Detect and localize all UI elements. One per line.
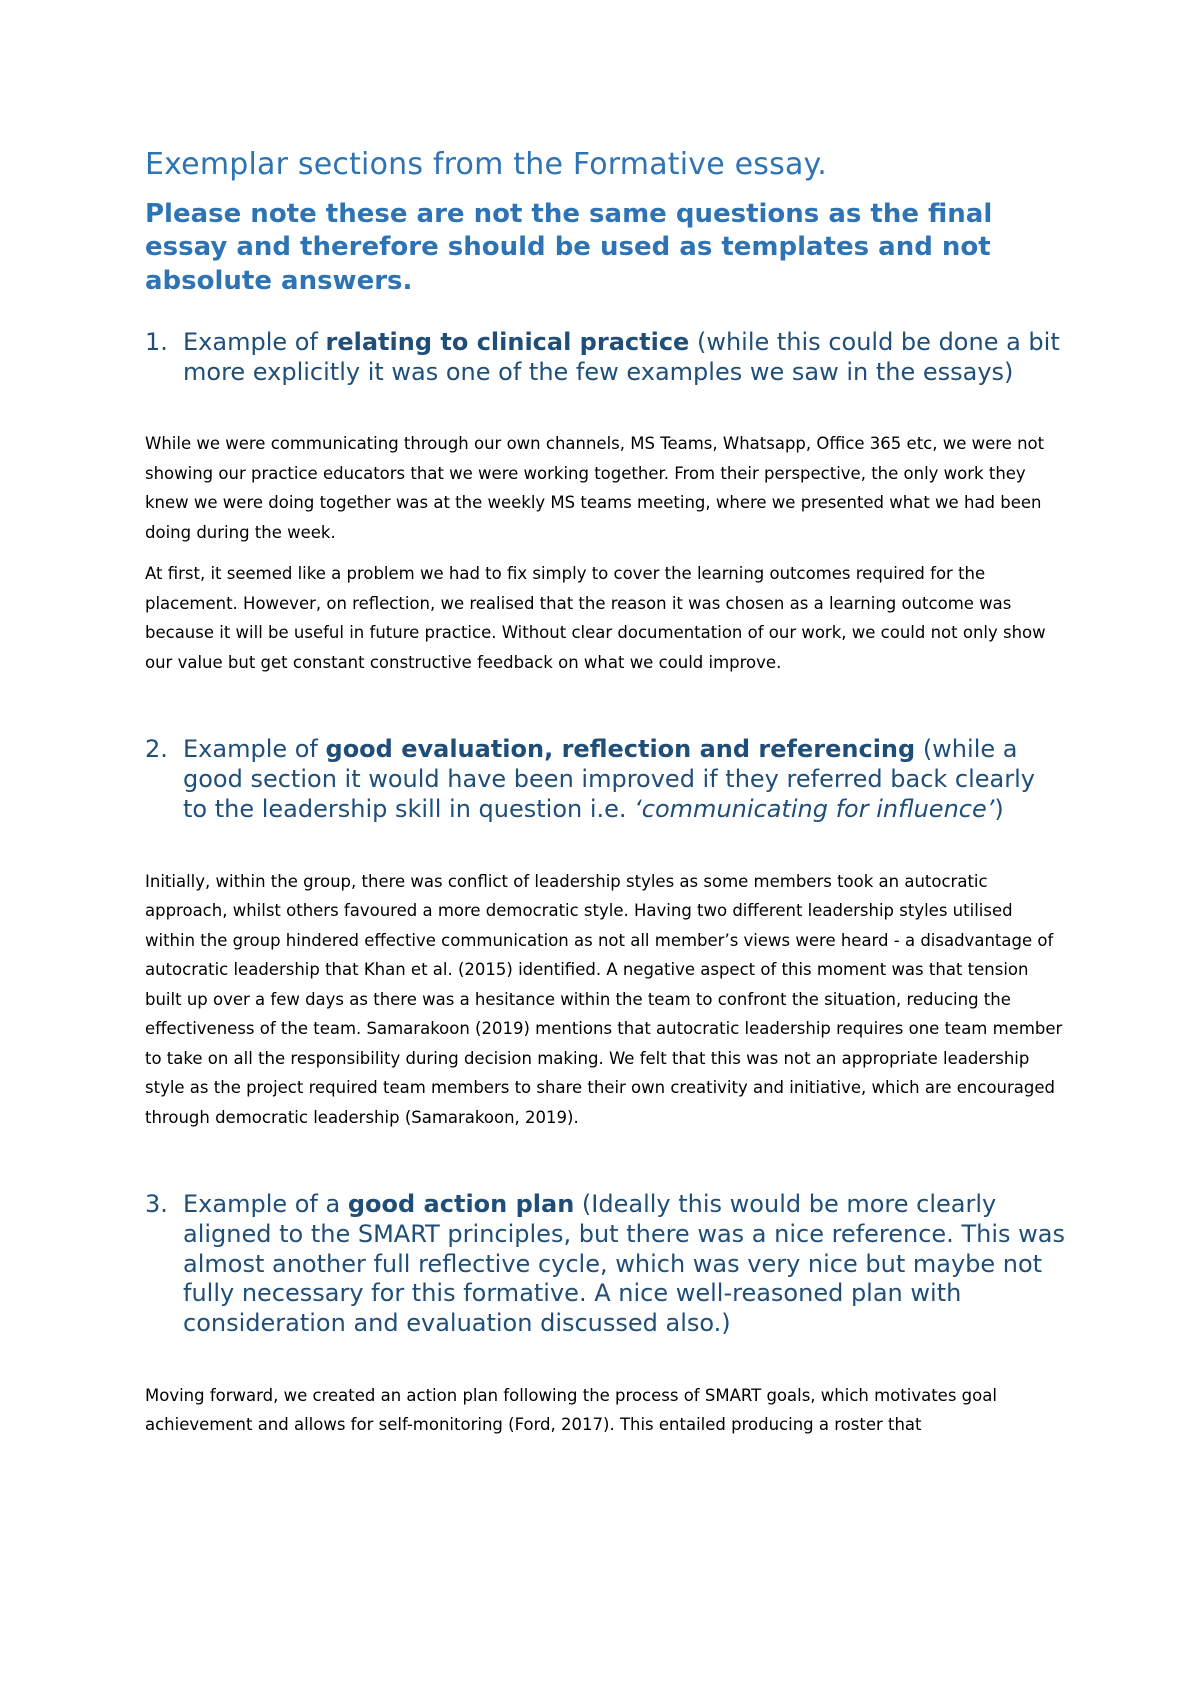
section-1-heading-text	[183, 328, 1065, 388]
section-2-heading-end: )	[994, 794, 1004, 823]
section-2-heading-text	[183, 735, 1065, 824]
section-1-heading	[145, 328, 1065, 388]
section-2-paragraph-1: Initially, within the group, there was conflict of leadership styles as some members took an autocratic approach, whilst others favoured a more democratic style. Having two different leadership styles utilised within the group hindered effective communication as not all member’s views were heard - a disadvantage of autocratic leadership that Khan et al. (2015) identified. A negative aspect of this moment was that tension built up over a few days as there was a hesitance within the team to confront the situation, reducing the effectiveness of the team. Samarakoon (2019) mentions that autocratic leadership requires one team member to take on all the responsibility during decision making. We felt that this was not an appropriate leadership style as the project required team members to share their own creativity and initiative, which are encouraged through democratic leadership (Samarakoon, 2019).	[145, 871, 1063, 1127]
section-1-heading-bold: relating to clinical practice	[325, 327, 690, 356]
document-content	[145, 145, 1065, 1440]
section-3-heading-prefix: Example of a	[183, 1190, 348, 1219]
section-2-heading-prefix: Example of	[183, 735, 326, 764]
section-1-paragraph-2: At first, it seemed like a problem we had to fix simply to cover the learning outcomes required for the placement. However, on reflection, we realised that the reason it was chosen as a learning outcome was because it will be useful in future practice. Without clear documentation of our work, we could not only show our value but get constant constructive feedback on what we could improve.	[145, 564, 1046, 672]
section-2-heading-bold: good evaluation, reflection and referencing	[325, 735, 916, 764]
section-3-paragraph-1: Moving forward, we created an action plan following the process of SMART goals, which motivates goal achievement and allows for self-monitoring (Ford, 2017). This entailed producing a roster that	[145, 1385, 997, 1435]
section-1-heading-prefix: Example of	[183, 327, 326, 356]
section-3-heading	[145, 1190, 1065, 1339]
section-2-heading-italic: ‘communicating for influence’	[634, 794, 995, 823]
section-2-heading-suffix: (while a good section it would have been improved if they referred back clearly to the leadership skill in question i.e.	[183, 735, 1035, 823]
section-3-heading-suffix: (Ideally this would be more clearly aligned to the SMART principles, but there was a nice reference. This was almost another full reflective cycle, which was very nice but maybe not fully necessary for this formative. A nice well-reasoned plan with consideration and evaluation discussed also.)	[183, 1190, 1065, 1338]
section-3-number: 3.	[145, 1190, 168, 1219]
document-subtitle: Please note these are not the same questions as the final essay and therefore should be used as templates and not absolute answers.	[145, 199, 993, 296]
section-3-heading-bold: good action plan	[347, 1190, 575, 1219]
section-3-heading-text	[183, 1190, 1065, 1339]
section-1-number: 1.	[145, 327, 168, 356]
section-2-heading	[145, 735, 1065, 824]
section-1-paragraph-1: While we were communicating through our own channels, MS Teams, Whatsapp, Office 365 etc, we were not showing our practice educators that we were working together. From their perspective, the only work they knew we were doing together was at the weekly MS teams meeting, where we presented what we had been doing during the week.	[145, 434, 1045, 542]
section-2-number: 2.	[145, 735, 168, 764]
section-1-heading-suffix: (while this could be done a bit more explicitly it was one of the few examples we saw in the essays)	[183, 327, 1060, 386]
document-title: Exemplar sections from the Formative essay.	[145, 147, 827, 182]
